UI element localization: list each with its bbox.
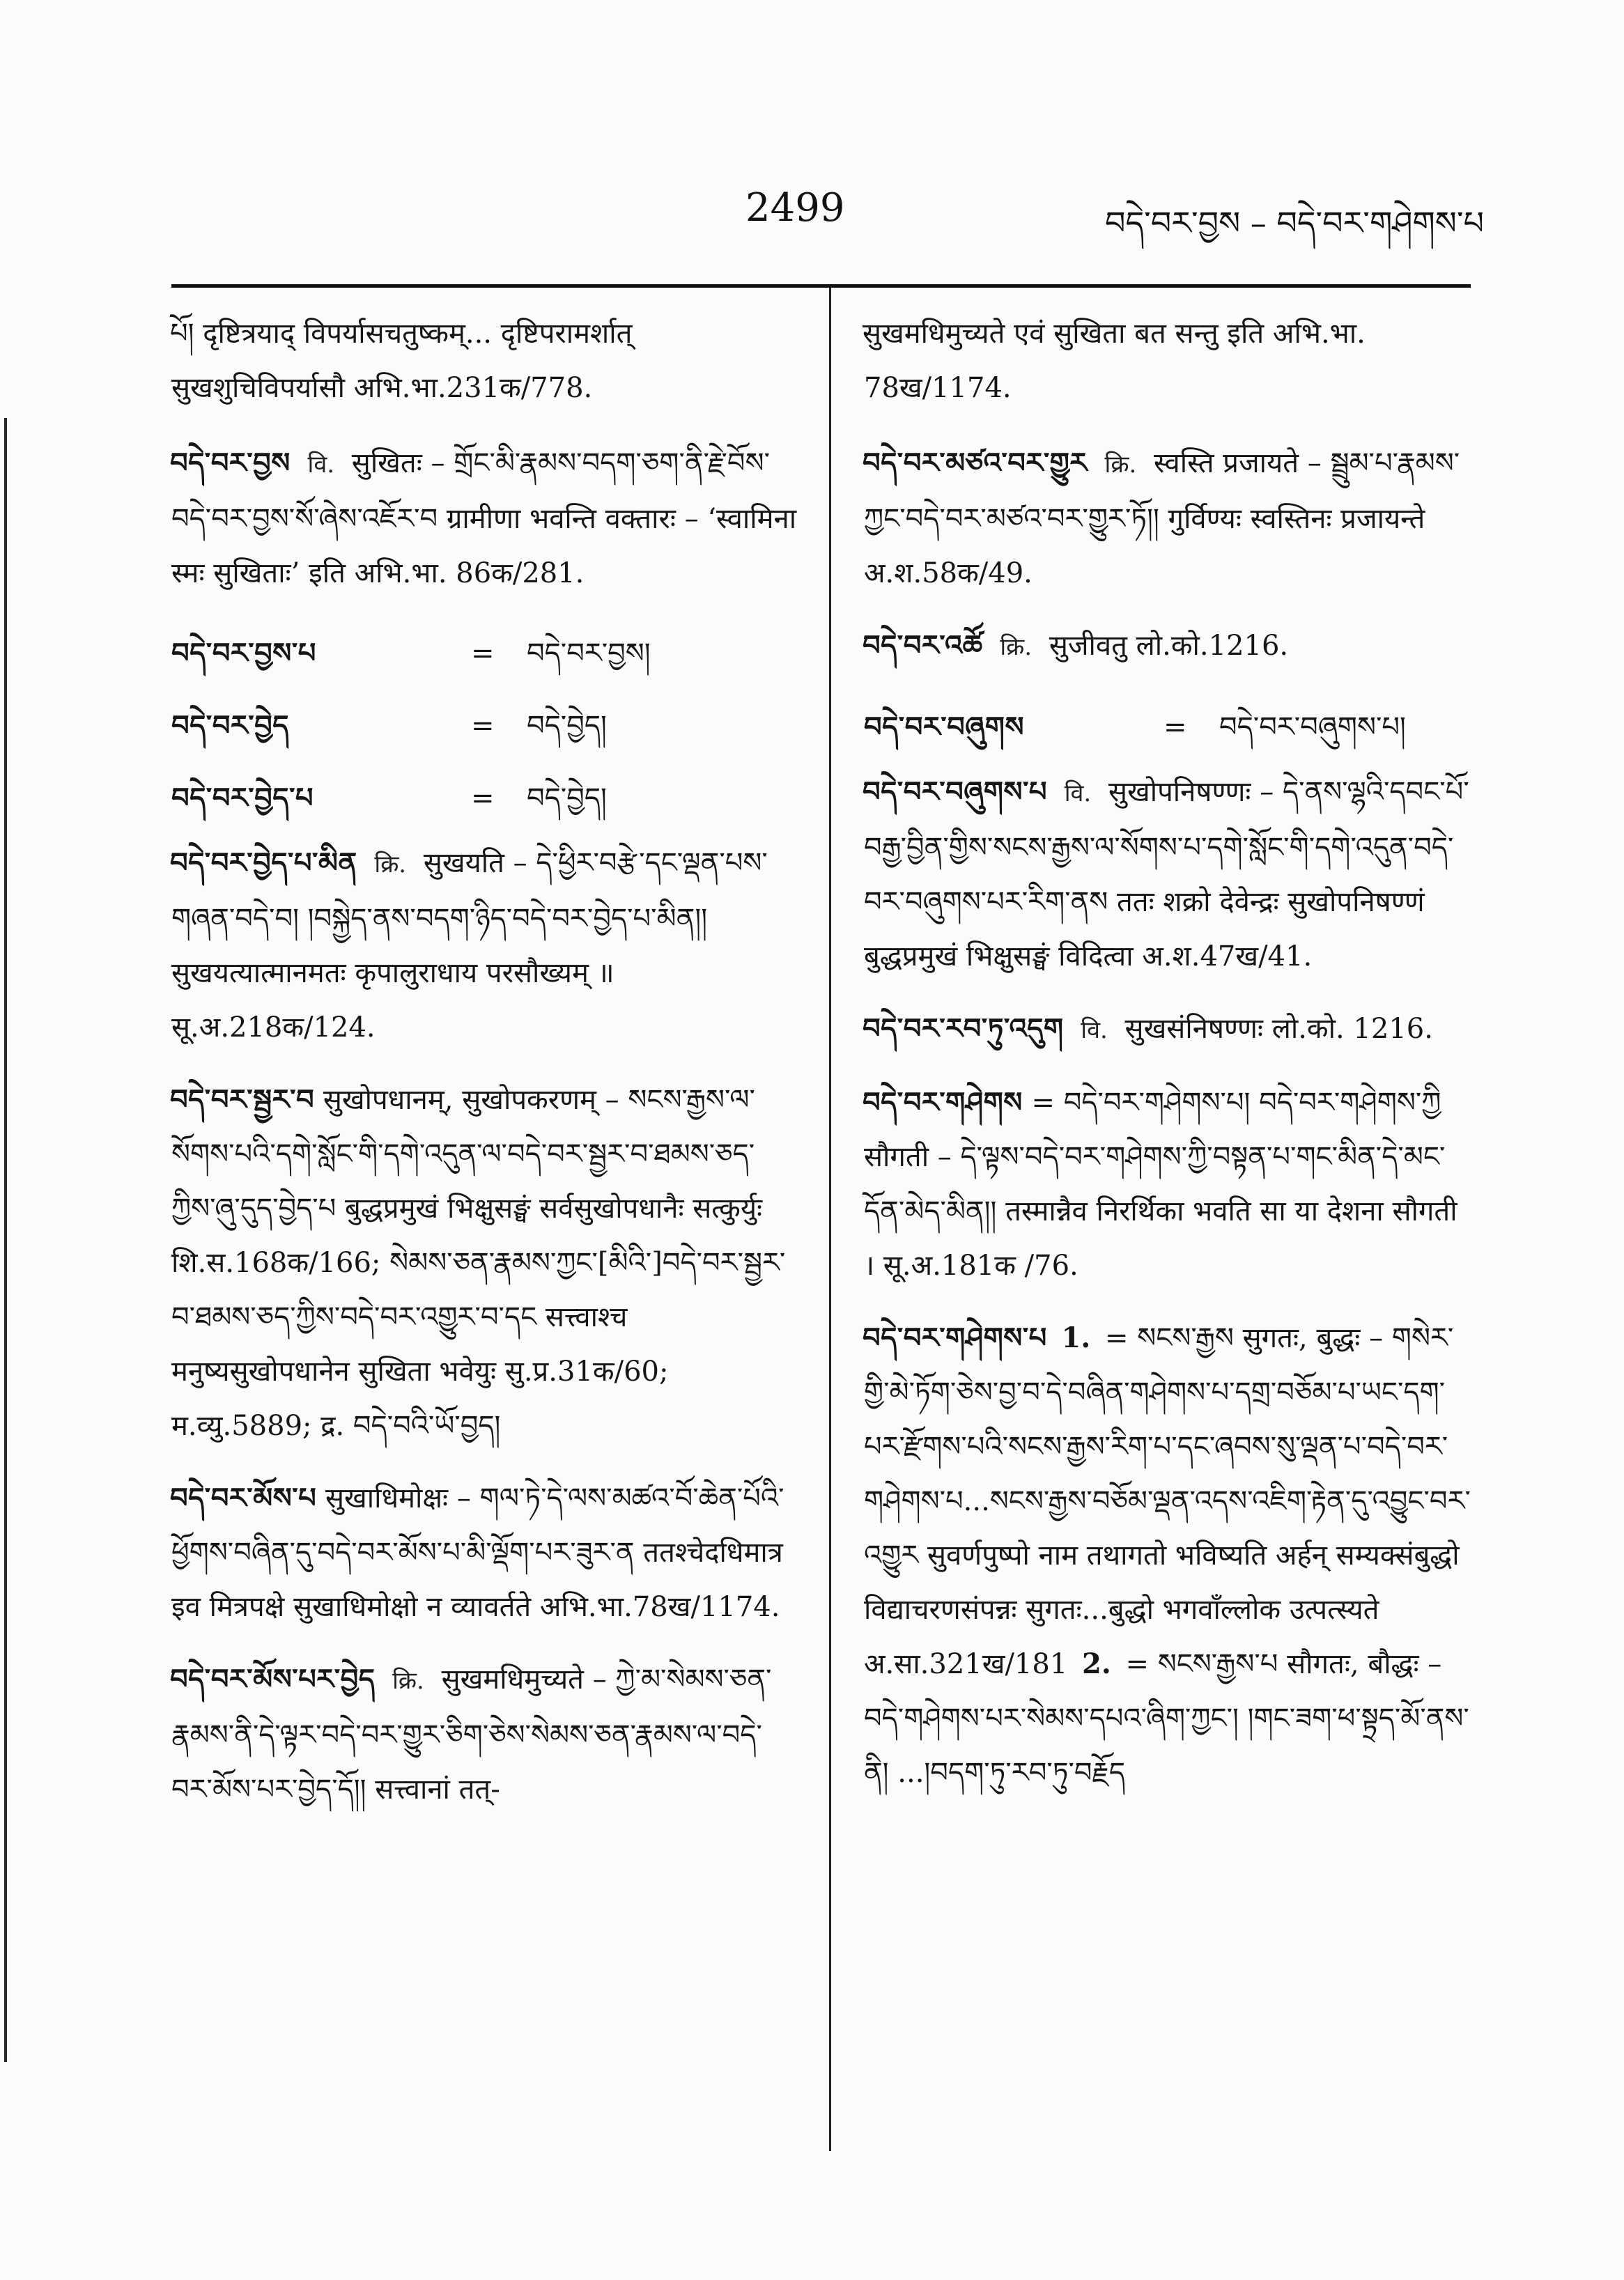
- equals-sign: =: [471, 710, 495, 742]
- equals-sign: =: [471, 782, 495, 814]
- headword: བདེ་བར་མོས་པར་བྱེད: [170, 1663, 376, 1696]
- dictionary-entry: [864, 436, 1474, 600]
- grammar-tag: वि.: [1081, 1016, 1108, 1044]
- dictionary-entry: [171, 1073, 798, 1453]
- cross-reference-target: བདེ་བར་བྱས།: [527, 637, 651, 669]
- headword: བདེ་བར་འཚོ: [863, 629, 983, 662]
- left-column: [171, 307, 798, 1835]
- headword: བདེ་བར་སྦྱར་བ: [170, 1083, 315, 1116]
- cross-reference-target: བདེ་བར་བཞུགས་པ།: [1219, 711, 1406, 743]
- equals-sign: =: [1163, 711, 1187, 743]
- sense-number: 2.: [1082, 1647, 1111, 1680]
- grammar-tag: क्रि.: [374, 851, 407, 878]
- cross-reference-target: བདེ་བྱེད།: [527, 782, 607, 814]
- entry-text: सुखमधिमुच्यते – ཀྱེ་མ་སེམས་ཅན་རྣམས་ནི་དེ་ལྟར་བདེ་བར་གྱུར་ཅིག་ཅེས་སེམས་ཅན་རྣམས་ལ་བདེ་བར་མོས་པར་བྱེད་དོ།། सत्त्वानां तत्-: [171, 1664, 772, 1806]
- continued-entry-text: པོ། दृष्टित्रयाद् विपर्यासचतुष्कम्... दृष्टिपरामर्शात् सुखशुचिविपर्यासौ अभि.भा.231क/778.: [170, 318, 633, 404]
- cross-reference-entry: [171, 763, 798, 833]
- entry-text: सुजीवतु लो.को.1216.: [1049, 630, 1289, 662]
- entry-text: = བདེ་བར་གཤེགས་པ། བདེ་བར་གཤེགས་ཀྱི सौगती – དེ་ལྟས་བདེ་བར་གཤེགས་ཀྱི་བསྟན་པ་གང་མིན་དེ་མང་དོན་མེད་མིན།། तस्मान्नैव निरर्थिका भवति सा या देशना सौगती । सू.अ.181क /76.: [864, 1087, 1457, 1282]
- headword: བདེ་བར་བྱེད་པ་མིན: [170, 846, 357, 879]
- dictionary-entry: [864, 765, 1474, 984]
- cross-reference-entry: [171, 691, 798, 761]
- headword: བདེ་བར་བཞུགས: [864, 711, 1024, 743]
- running-head: བདེ་བར་བྱས – བདེ་བར་གཤེགས་པ: [1105, 204, 1484, 242]
- continued-entry-text: सुखमधिमुच्यते एवं सुखिता बत सन्तु इति अभि.भा. 78ख/1174.: [863, 318, 1366, 404]
- cross-reference-entry: [171, 619, 798, 688]
- headword: བདེ་བར་གཤེགས: [863, 1086, 1023, 1119]
- grammar-tag: क्रि.: [1000, 633, 1033, 661]
- header-rule: [171, 284, 1471, 288]
- dictionary-entry: [171, 436, 798, 600]
- headword: བདེ་བར་བྱས་པ: [171, 637, 316, 669]
- grammar-tag: वि.: [1064, 780, 1092, 807]
- headword: བདེ་བར་གཤེགས་པ: [863, 1321, 1047, 1354]
- entry-text: = སངས་རྒྱས་པ सौगतः, बौद्धः – བདེ་གཤེགས་པར་སེམས་དཔའ་ཞིག་ཀྱང་། །གང་ཟག་ཕ་སྟྲད་མོ་ནས་ནི། ...།བདག་ཏུ་རབ་ཏུ་བརྗོད: [864, 1648, 1469, 1789]
- equals-sign: =: [471, 637, 495, 669]
- entry-text: सुखितः – གྲོང་མི་རྣམས་བདག་ཅག་ནི་རྗེ་བོས་བདེ་བར་བྱས་སོ་ཞེས་འཇོར་བ ग्रामीणा भवन्ति वक्तारः – ‘स्वामिना स्मः सुखिताः’ इति अभि.भा. 86क/281.: [171, 447, 797, 589]
- column-divider: [829, 288, 831, 2151]
- dictionary-entry: [171, 1471, 798, 1634]
- headword: བདེ་བར་མོས་པ: [170, 1482, 317, 1514]
- right-column: [864, 307, 1474, 1818]
- page-number: 2499: [745, 185, 845, 231]
- headword: བདེ་བར་རབ་ཏུ་འདུག: [863, 1012, 1064, 1045]
- cross-reference-entry: [864, 692, 1474, 762]
- page-edge-shadow: [4, 418, 7, 2062]
- cross-reference-target: བདེ་བྱེད།: [527, 710, 607, 742]
- entry-text: सुखसंनिषण्णः लो.को. 1216.: [1124, 1013, 1433, 1045]
- entry-text: सुखोपनिषण्णः – དེ་ནས་ལྷའི་དབང་པོ་བརྒྱ་བྱིན་གྱིས་སངས་རྒྱས་ལ་སོགས་པ་དགེ་སློང་གི་དགེ་འདུན་བདེ་བར་བཞུགས་པར་རིག་ནས ततः शक्रो देवेन्द्रः सुखोपनिषण्णं बुद्धप्रमुखं भिक्षुसङ्घं विदित्वा अ.श.47ख/41.: [864, 776, 1469, 972]
- sense-number: 1.: [1061, 1321, 1091, 1354]
- entry-text: सुखाधिमोक्षः – གལ་ཏེ་དེ་ལས་མཚའ་བོ་ཆེན་པོའི་ཕྱོགས་བཞིན་དུ་བདེ་བར་མོས་པ་མི་ལྡོག་པར་ཟུར་ན ततश्चेदधिमात्र इव मित्रपक्षे सुखाधिमोक्षो न व्यावर्तते अभि.भा.78ख/1174.: [171, 1482, 784, 1623]
- grammar-tag: क्रि.: [392, 1667, 424, 1695]
- dictionary-entry: [171, 836, 798, 1055]
- entry-text: सुखोपधानम्, सुखोपकरणम् – སངས་རྒྱས་ལ་སོགས་པའི་དགེ་སློང་གི་དགེ་འདུན་ལ་བདེ་བར་སྦྱར་བ་ཐམས་ཅད་ཀྱིས་ཞུ་དུད་བྱེད་པ बुद्धप्रमुखं भिक्षुसङ्घं सर्वसुखोपधानैः सत्कुर्युः शि.स.168क/166; སེམས་ཅན་རྣམས་ཀྱང་[མིའི་]བདེ་བར་སྦྱར་བ་ཐམས་ཅད་ཀྱིས་བདེ་བར་འགྱུར་བ་དང सत्त्वाश्च मनुष्यसुखोपधानेन सुखिता भवेयुः सु.प्र.31क/60; म.व्यु.5889; द्र. བདེ་བའི་ཡོ་བྱད།: [171, 1084, 786, 1442]
- grammar-tag: वि.: [307, 451, 335, 479]
- headword: བདེ་བར་མཙའ་བར་གྱུར: [863, 447, 1088, 479]
- headword: བདེ་བར་བྱེད་པ: [171, 782, 314, 814]
- dictionary-entry: [864, 1076, 1474, 1293]
- entry-text: स्वस्ति प्रजायते – སྦྲུམ་པ་རྣམས་ཀྱང་བདེ་བར་མཙའ་བར་གྱུར་ཏོ།། गुर्विण्यः स्वस्तिनः प्रजायन्ते अ.श.58क/49.: [864, 447, 1460, 589]
- headword: བདེ་བར་བྱས: [170, 447, 291, 479]
- dictionary-entry: [864, 619, 1474, 674]
- grammar-tag: क्रि.: [1104, 451, 1137, 479]
- entry-text: सुखयति – དེ་ཕྱིར་བརྩེ་དང་ལྡན་པས་གཞན་བདེ་བ། །བསྐྱེད་ནས་བདག་ཉིད་བདེ་བར་བྱེད་པ་མིན།། सुखयत्यात्मानमतः कृपालुराधाय परसौख्यम् ॥ सू.अ.218क/124.: [171, 847, 768, 1044]
- dictionary-entry: [864, 1002, 1474, 1057]
- headword: བདེ་བར་བཞུགས་པ: [863, 775, 1047, 808]
- entry-text: = སངས་རྒྱས सुगतः, बुद्धः – གསེར་གྱི་མེ་ཏོག་ཅེས་བྱ་བ་དེ་བཞིན་གཤེགས་པ་དགྲ་བཅོམ་པ་ཡང་དག་པར་རྫོགས་པའི་སངས་རྒྱས་རིག་པ་དང་ཞབས་སུ་ལྡན་པ་བདེ་བར་གཤེགས་པ...སངས་རྒྱས་བཅོམ་ལྡན་འདས་འཇིག་རྟེན་དུ་འབྱུང་བར་འགྱུར सुवर्णपुष्पो नाम तथागतो भविष्यति अर्हन् सम्यक्संबुद्धो विद्याचरणसंपन्नः सुगतः...बुद्धो भगवाँल्लोक उत्पत्स्यते अ.सा.321ख/181: [864, 1322, 1471, 1680]
- headword: བདེ་བར་བྱེད: [171, 709, 289, 742]
- dictionary-entry: [864, 1311, 1474, 1800]
- dictionary-entry: [171, 1652, 798, 1817]
